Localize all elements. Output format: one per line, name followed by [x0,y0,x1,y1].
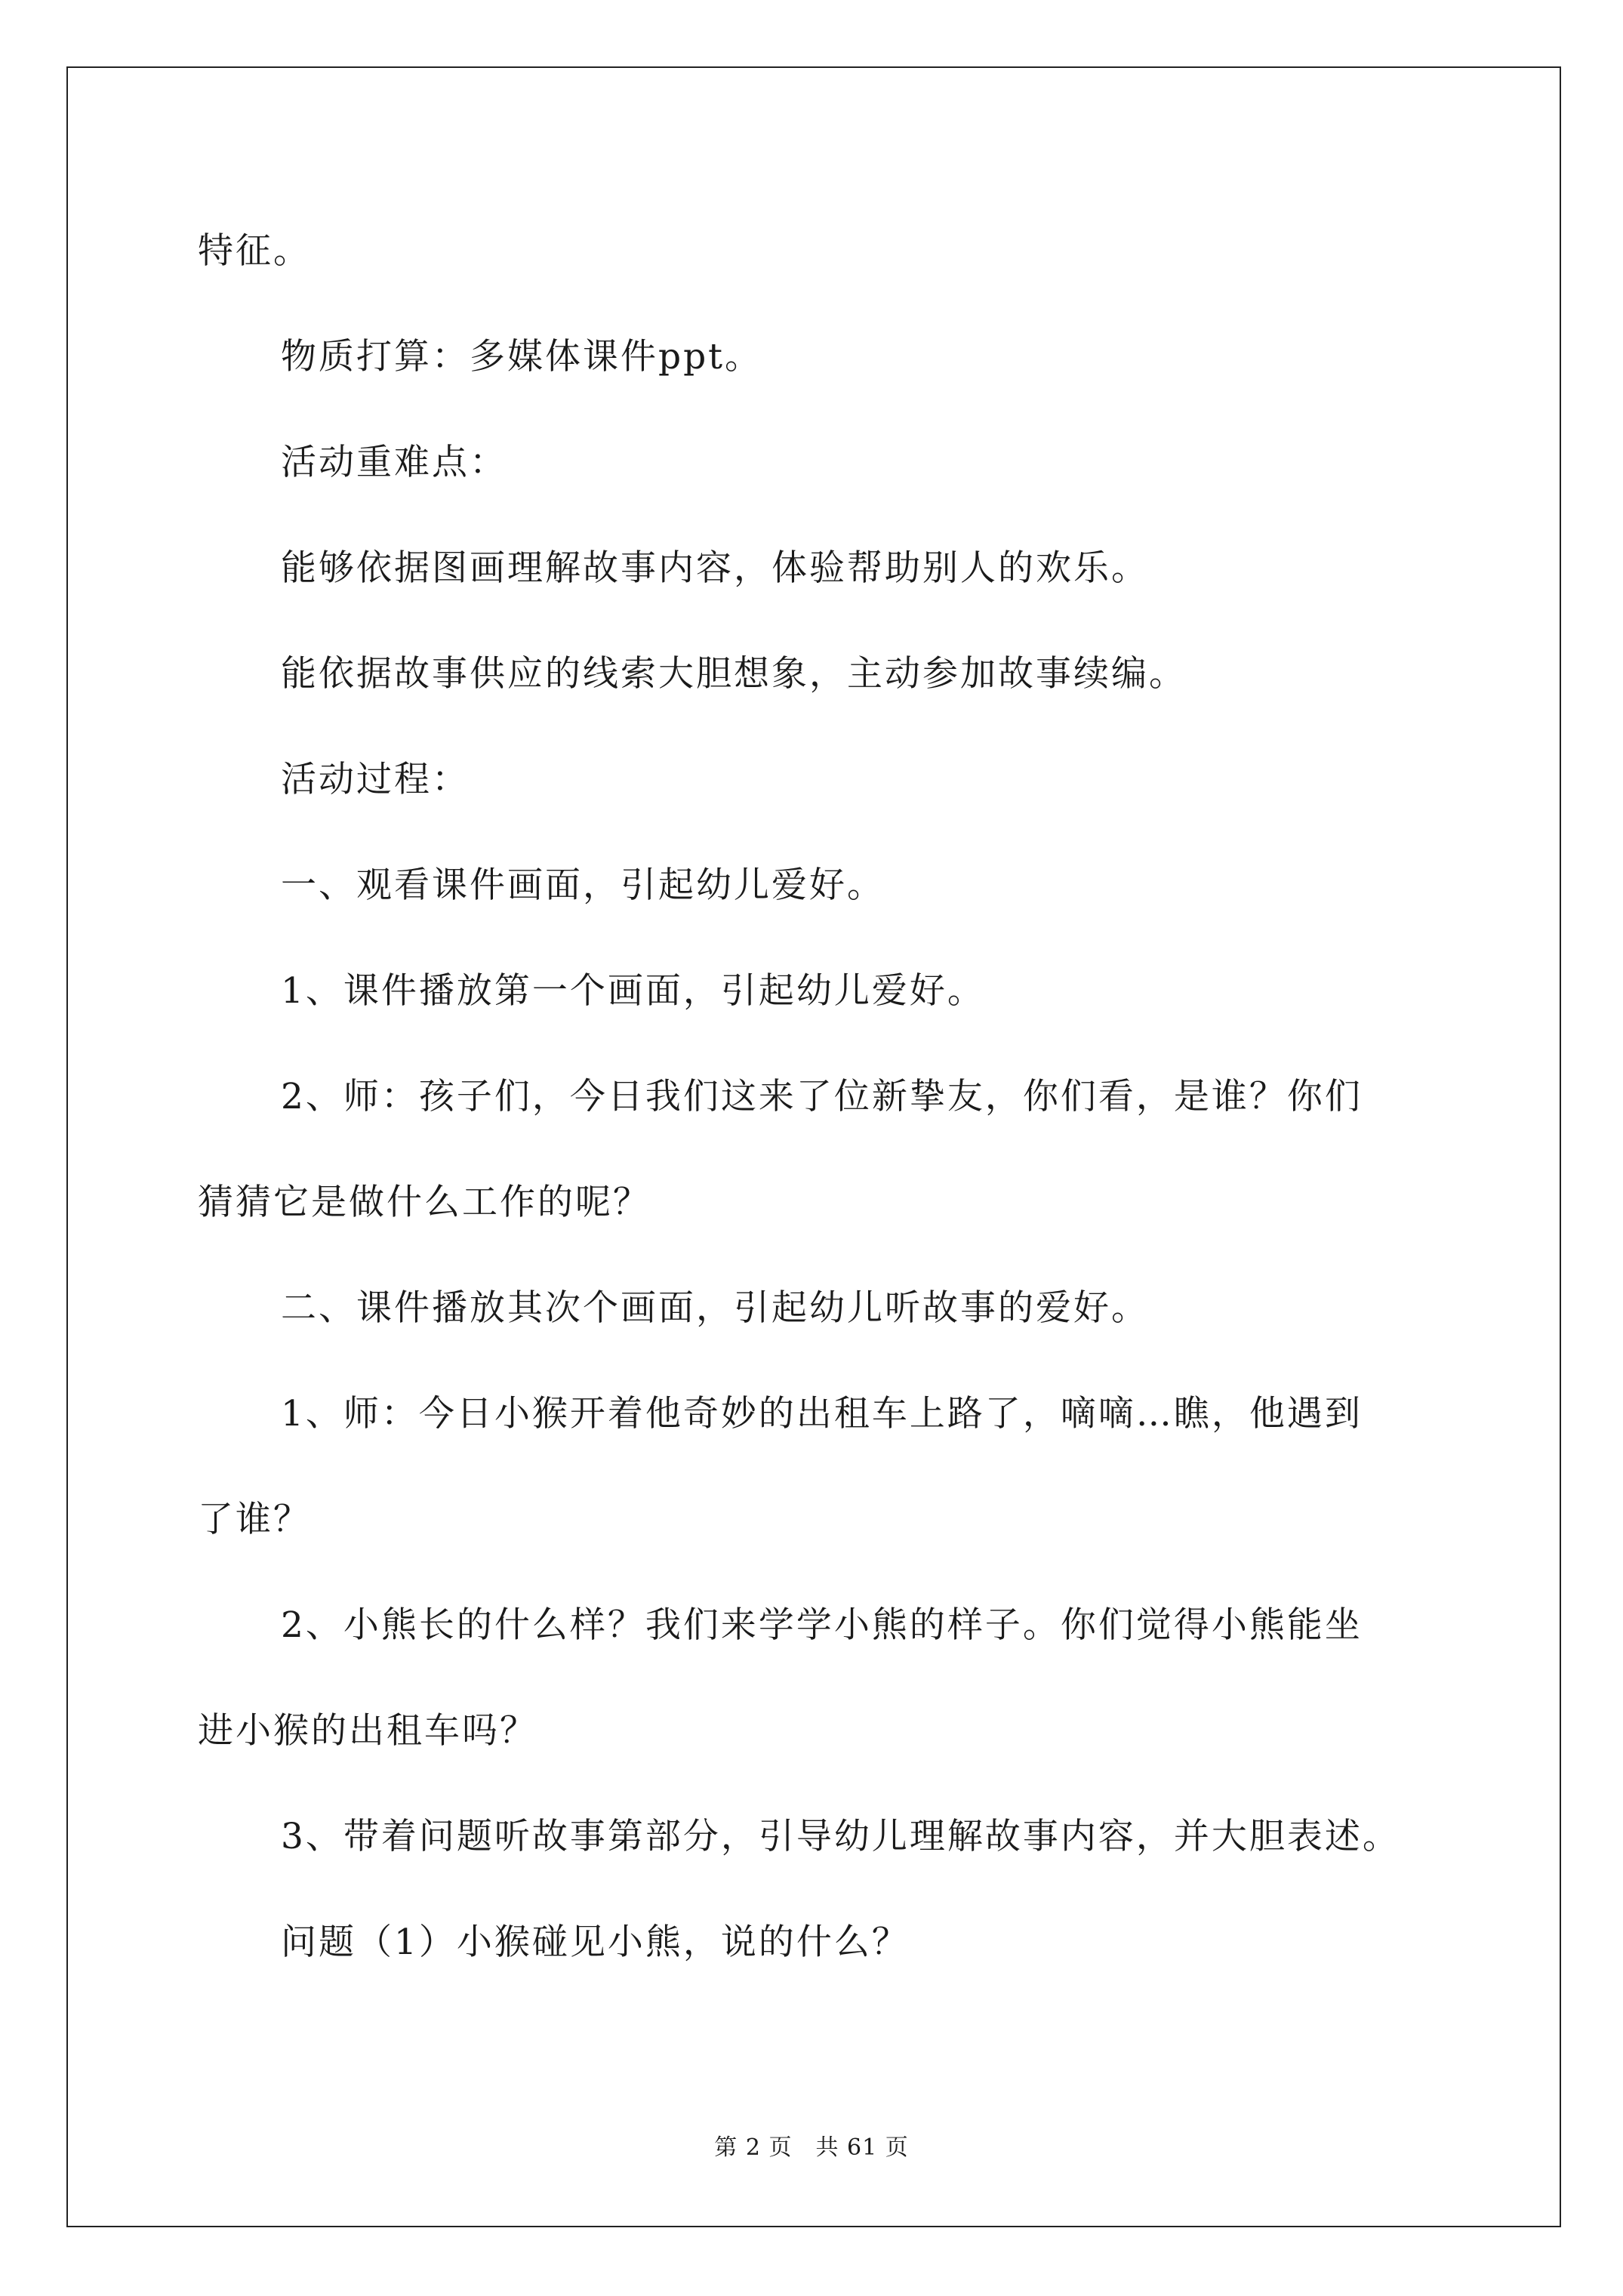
paragraph-9: 2、师：孩子们，今日我们这来了位新挚友，你们看，是谁？你们 [281,1076,1363,1117]
paragraph-7: 一、观看课件画面，引起幼儿爱好。 [281,864,885,906]
paragraph-6: 活动过程： [281,759,470,800]
paragraph-15: 进小猴的出租车吗？ [198,1710,537,1752]
paragraph-4: 能够依据图画理解故事内容，体验帮助别人的欢乐。 [281,547,1149,589]
paragraph-13: 了谁？ [198,1499,311,1540]
paragraph-11: 二、课件播放其次个画面，引起幼儿听故事的爱好。 [281,1287,1149,1329]
paragraph-8: 1、课件播放第一个画面，引起幼儿爱好。 [281,970,985,1012]
paragraph-17: 问题（1）小猴碰见小熊，说的什么？ [281,1922,910,1963]
paragraph-5: 能依据故事供应的线索大胆想象，主动参加故事续编。 [281,653,1187,695]
page-number-footer: 第 2 页 共 61 页 [714,2134,909,2161]
paragraph-2: 物质打算：多媒体课件ppt。 [281,336,763,378]
paragraph-3: 活动重难点： [281,442,507,483]
paragraph-12: 1、师：今日小猴开着他奇妙的出租车上路了，嘀嘀…瞧，他遇到 [281,1393,1363,1435]
page-border [66,66,1561,2227]
paragraph-10: 猜猜它是做什么工作的呢？ [198,1182,651,1223]
paragraph-16: 3、带着问题听故事第部分，引导幼儿理解故事内容，并大胆表述。 [281,1816,1400,1857]
paragraph-1: 特征。 [198,230,311,272]
paragraph-14: 2、小熊长的什么样？我们来学学小熊的样子。你们觉得小熊能坐 [281,1604,1363,1646]
